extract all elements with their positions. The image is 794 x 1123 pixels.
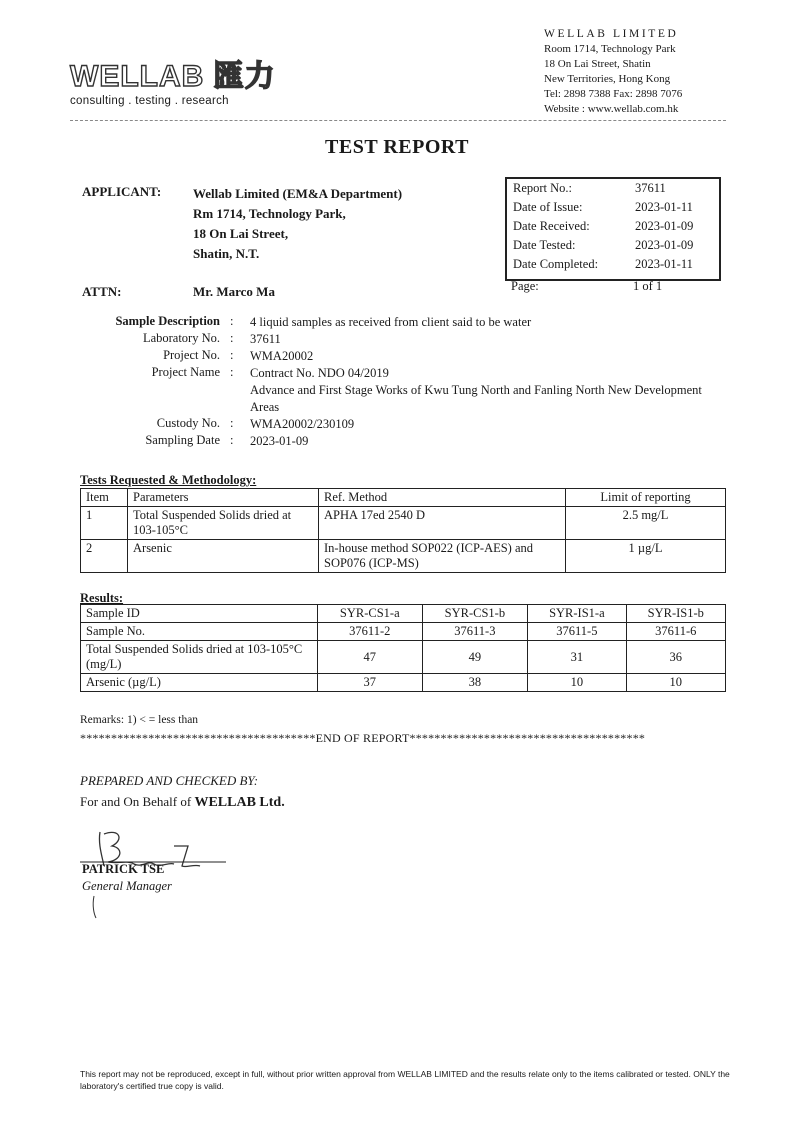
- parameter-cell: Arsenic: [128, 540, 319, 573]
- date-completed-label: Date Completed:: [513, 257, 599, 271]
- address-line-2: 18 On Lai Street, Shatin: [544, 58, 651, 70]
- colon: :: [230, 331, 234, 345]
- signer-role: General Manager: [82, 879, 172, 893]
- sample-no-cell: 37611-3: [422, 623, 528, 641]
- arsenic-cell: 38: [422, 674, 528, 692]
- colon: :: [230, 365, 234, 379]
- col-item: Item: [81, 489, 128, 507]
- tss-cell: 36: [626, 641, 725, 674]
- end-of-report-line: **************************************END OF REPORT**************************************: [80, 731, 646, 745]
- applicant-label: APPLICANT:: [82, 184, 162, 199]
- table-row: [81, 507, 726, 540]
- attn-value: Mr. Marco Ma: [193, 284, 275, 299]
- arsenic-cell: 10: [626, 674, 725, 692]
- logo-tagline: consulting . testing . research: [70, 95, 229, 107]
- date-completed-value: 2023-01-11: [635, 257, 693, 271]
- tss-label: Total Suspended Solids dried at 103-105°C (mg/L): [81, 641, 318, 674]
- sample-id-cell: SYR-CS1-a: [318, 605, 423, 623]
- company-address-block: [544, 27, 682, 117]
- sample-id-cell: SYR-IS1-b: [626, 605, 725, 623]
- item-cell: 1: [81, 507, 128, 540]
- lab-no-value: 37611: [250, 332, 281, 346]
- sampling-date-label: Sampling Date: [145, 433, 220, 447]
- method-cell: In-house method SOP022 (ICP-AES) and SOP076 (ICP-MS): [319, 540, 566, 573]
- table-row: [81, 605, 726, 623]
- method-cell: APHA 17ed 2540 D: [319, 507, 566, 540]
- address-line-1: Room 1714, Technology Park: [544, 43, 676, 55]
- sampling-date-value: 2023-01-09: [250, 434, 309, 448]
- limit-cell: 1 µg/L: [566, 540, 726, 573]
- applicant-address: [193, 184, 402, 264]
- col-limit: Limit of reporting: [566, 489, 726, 507]
- address-line-3: New Territories, Hong Kong: [544, 73, 671, 85]
- col-ref-method: Ref. Method: [319, 489, 566, 507]
- project-name-label: Project Name: [151, 365, 220, 379]
- arsenic-cell: 37: [318, 674, 423, 692]
- custody-no-value: WMA20002/230109: [250, 417, 355, 431]
- sample-description-label: Sample Description: [115, 314, 220, 328]
- results-section-title: Results:: [80, 591, 124, 605]
- date-of-issue-label: Date of Issue:: [513, 200, 583, 214]
- sample-id-cell: SYR-CS1-b: [422, 605, 528, 623]
- remarks: Remarks: 1) < = less than: [80, 714, 199, 726]
- table-row: [81, 540, 726, 573]
- company-logo: [70, 62, 276, 107]
- arsenic-label: Arsenic (µg/L): [81, 674, 318, 692]
- colon: :: [230, 416, 234, 430]
- col-parameters: Parameters: [128, 489, 319, 507]
- report-title: TEST REPORT: [325, 136, 469, 158]
- page-row: [511, 279, 715, 294]
- applicant-line: 18 On Lai Street,: [193, 226, 289, 241]
- company-name: WELLAB LIMITED: [544, 28, 679, 40]
- arsenic-cell: 10: [528, 674, 626, 692]
- sample-no-cell: 37611-6: [626, 623, 725, 641]
- tss-cell: 49: [422, 641, 528, 674]
- sample-id-label: Sample ID: [81, 605, 318, 623]
- prepared-by-label: PREPARED AND CHECKED BY:: [80, 773, 259, 788]
- colon: :: [230, 314, 234, 328]
- table-row: [81, 641, 726, 674]
- lab-no-label: Laboratory No.: [142, 331, 220, 345]
- logo-wordmark: WELLAB 匯力: [70, 60, 276, 93]
- date-received-value: 2023-01-09: [635, 219, 694, 233]
- report-number-label: Report No.:: [513, 181, 573, 195]
- date-tested-value: 2023-01-09: [635, 238, 694, 252]
- sample-no-cell: 37611-2: [318, 623, 423, 641]
- project-name-value: Contract No. NDO 04/2019: [250, 366, 389, 380]
- date-tested-label: Date Tested:: [513, 238, 576, 252]
- tss-cell: 31: [528, 641, 626, 674]
- sample-no-label: Sample No.: [81, 623, 318, 641]
- on-behalf-prefix: For and On Behalf of: [80, 794, 195, 809]
- report-info-box: [505, 177, 721, 281]
- applicant-line: Shatin, N.T.: [193, 246, 260, 261]
- applicant-line: Rm 1714, Technology Park,: [193, 206, 346, 221]
- tests-table: [80, 488, 726, 573]
- tests-header-row: [81, 489, 726, 507]
- sample-id-cell: SYR-IS1-a: [528, 605, 626, 623]
- table-row: [81, 674, 726, 692]
- colon: :: [230, 433, 234, 447]
- date-of-issue-value: 2023-01-11: [635, 200, 693, 214]
- on-behalf-company: WELLAB Ltd.: [194, 795, 285, 810]
- colon: :: [230, 348, 234, 362]
- attn-label: ATTN:: [82, 284, 122, 299]
- report-number-value: 37611: [635, 181, 666, 195]
- project-name-value-2: Advance and First Stage Works of Kwu Tung North and Fanling North New Development Areas: [250, 383, 702, 414]
- on-behalf-line: [80, 794, 285, 811]
- page-value: 1 of 1: [633, 279, 663, 293]
- tss-cell: 47: [318, 641, 423, 674]
- sample-description-value: 4 liquid samples as received from client said to be water: [250, 315, 532, 329]
- tests-section-title: Tests Requested & Methodology:: [80, 473, 257, 487]
- signer-name: PATRICK TSE: [82, 862, 165, 876]
- sample-no-cell: 37611-5: [528, 623, 626, 641]
- limit-cell: 2.5 mg/L: [566, 507, 726, 540]
- table-row: [81, 623, 726, 641]
- header-divider: [70, 120, 726, 121]
- company-contact: Tel: 2898 7388 Fax: 2898 7076: [544, 88, 683, 100]
- page-label: Page:: [511, 279, 539, 293]
- project-no-value: WMA20002: [250, 349, 314, 363]
- parameter-cell: Total Suspended Solids dried at 103-105°C: [128, 507, 319, 540]
- project-no-label: Project No.: [163, 348, 220, 362]
- item-cell: 2: [81, 540, 128, 573]
- custody-no-label: Custody No.: [156, 416, 220, 430]
- footer-disclaimer: This report may not be reproduced, except in full, without prior written approval from WELLAB LIMITED and the results relate only to the items calibrated or tested. ONLY the laboratory's certified true copy is valid.: [80, 1069, 730, 1091]
- date-received-label: Date Received:: [513, 219, 590, 233]
- company-website: Website : www.wellab.com.hk: [544, 103, 679, 115]
- applicant-line: Wellab Limited (EM&A Department): [193, 186, 403, 201]
- results-table: [80, 604, 726, 692]
